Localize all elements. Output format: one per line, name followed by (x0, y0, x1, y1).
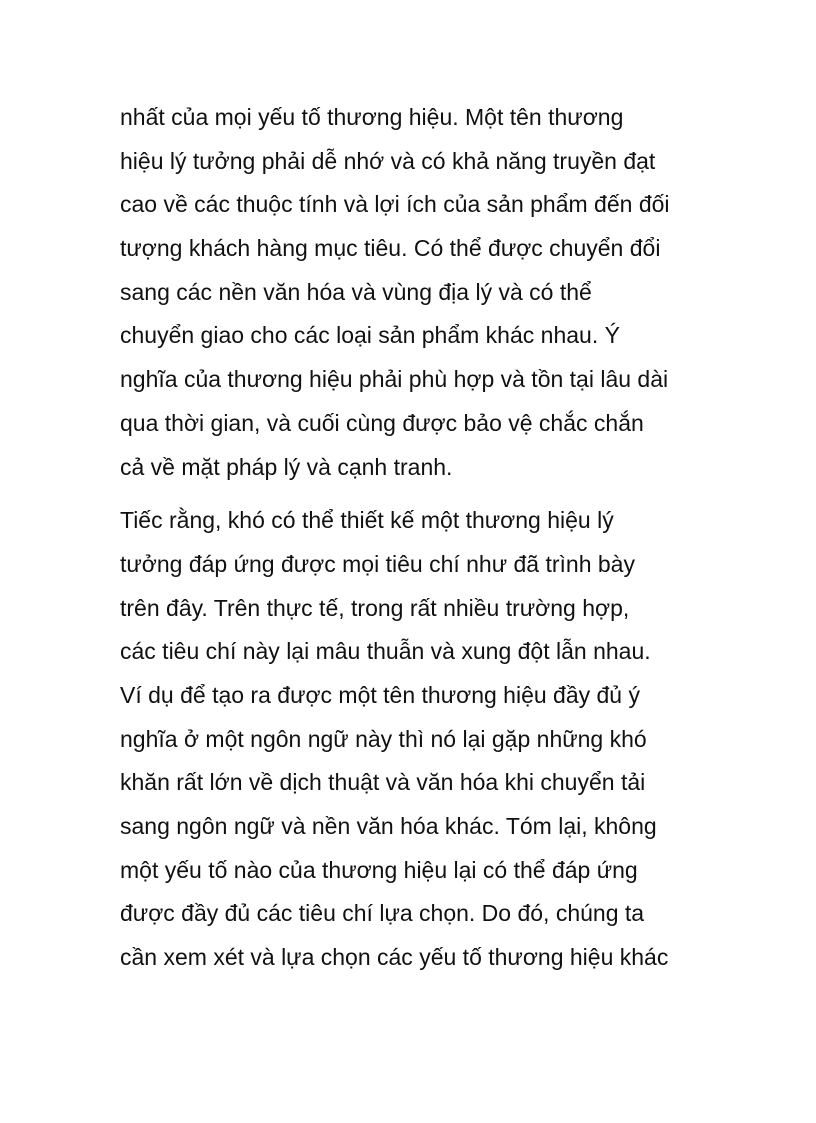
body-text (120, 96, 720, 980)
text-line: tưởng đáp ứng được mọi tiêu chí như đã trình bày (120, 550, 635, 577)
text-line: qua thời gian, và cuối cùng được bảo vệ chắc chắn (120, 409, 644, 436)
paragraph-2 (120, 499, 720, 980)
text-line: nghĩa của thương hiệu phải phù hợp và tồn tại lâu dài (120, 366, 669, 393)
text-line: nghĩa ở một ngôn ngữ này thì nó lại gặp những khó (120, 725, 647, 752)
text-line: một yếu tố nào của thương hiệu lại có thể đáp ứng (120, 856, 638, 883)
text-line: cần xem xét và lựa chọn các yếu tố thương hiệu khác (120, 944, 669, 971)
text-line: cao về các thuộc tính và lợi ích của sản phẩm đến đối (120, 191, 670, 218)
text-line: cả về mặt pháp lý và cạnh tranh. (120, 453, 453, 480)
text-line: các tiêu chí này lại mâu thuẫn và xung đột lẫn nhau. (120, 638, 651, 665)
text-line: Ví dụ để tạo ra được một tên thương hiệu đầy đủ ý (120, 681, 640, 708)
text-line: tượng khách hàng mục tiêu. Có thể được chuyển đổi (120, 235, 661, 262)
text-line: Tiếc rằng, khó có thể thiết kế một thương hiệu lý (120, 507, 614, 534)
paragraph-1 (120, 96, 720, 489)
text-line: chuyển giao cho các loại sản phẩm khác nhau. Ý (120, 322, 620, 349)
text-line: được đầy đủ các tiêu chí lựa chọn. Do đó, chúng ta (120, 900, 645, 927)
text-line: khăn rất lớn về dịch thuật và văn hóa khi chuyển tải (120, 769, 646, 796)
text-line: sang ngôn ngữ và nền văn hóa khác. Tóm lại, không (120, 813, 657, 839)
text-line: trên đây. Trên thực tế, trong rất nhiều trường hợp, (120, 594, 630, 621)
text-line: nhất của mọi yếu tố thương hiệu. Một tên thương (120, 104, 624, 130)
text-line: sang các nền văn hóa và vùng địa lý và có thể (120, 278, 592, 305)
text-line: hiệu lý tưởng phải dễ nhớ và có khả năng truyền đạt (120, 147, 656, 174)
